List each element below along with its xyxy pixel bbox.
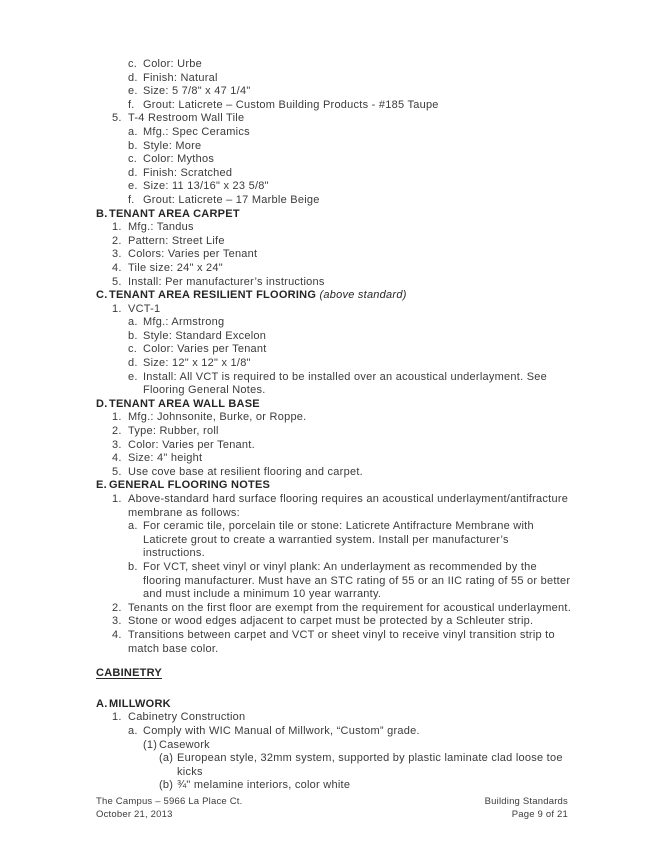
item-text: Above-standard hard surface flooring requires an acoustical underlayment/antifracture membrane as follows:: [128, 493, 569, 519]
item-text: For VCT, sheet vinyl or vinyl plank: An underlayment as recommended by the flooring manufacturer. Must have an STC rating of 55 or an IIC rating of 55 or better and must include a minimum 10 year warranty.: [143, 560, 571, 601]
list-item: [96, 303, 572, 317]
item-text: TENANT AREA CARPET: [109, 207, 240, 220]
item-label: (b): [159, 779, 174, 792]
item-label: b.: [128, 560, 138, 573]
item-text: Size: 4" height: [128, 452, 203, 465]
list-item: [96, 126, 572, 140]
section-heading: [96, 208, 572, 222]
item-text: European style, 32mm system, supported by plastic laminate clad loose toe kicks: [177, 752, 563, 778]
item-text: GENERAL FLOORING NOTES: [109, 479, 271, 492]
item-label: 2.: [112, 425, 122, 438]
item-text: T-4 Restroom Wall Tile: [128, 112, 245, 125]
section-heading: [96, 398, 572, 412]
item-text: Transitions between carpet and VCT or sheet vinyl to receive vinyl transition strip to match base color.: [128, 628, 555, 655]
item-label: 2.: [112, 234, 122, 247]
item-label: B.: [96, 207, 108, 220]
item-text: Mfg.: Armstrong: [143, 316, 225, 329]
list-item: [96, 425, 572, 439]
item-text: Install: All VCT is required to be installed over an acoustical underlayment. See Flooring General Notes.: [143, 370, 548, 397]
item-text: Style: Standard Excelon: [143, 329, 267, 342]
item-text: Size: 5 7/8" x 47 1/4": [143, 85, 251, 98]
item-text: Use cove base at resilient flooring and carpet.: [128, 465, 363, 478]
item-text: Mfg.: Johnsonite, Burke, or Roppe.: [128, 411, 307, 424]
item-label: C.: [96, 289, 108, 302]
list-item: [96, 371, 572, 398]
item-text: Tile size: 24" x 24": [128, 261, 223, 274]
list-item: [96, 167, 572, 181]
item-label: 3.: [112, 615, 122, 628]
list-item: [96, 615, 572, 629]
item-label: 1.: [112, 302, 122, 315]
footer-document-title: Building Standards: [484, 796, 568, 807]
item-text: Pattern: Street Life: [128, 234, 225, 247]
list-item: [96, 752, 572, 779]
item-label: d.: [128, 357, 138, 370]
item-text: TENANT AREA RESILIENT FLOORING: [109, 289, 317, 302]
list-item: [96, 330, 572, 344]
list-item: [96, 711, 572, 725]
item-text: Mfg.: Spec Ceramics: [143, 125, 250, 138]
item-label: 2.: [112, 601, 122, 614]
list-item: [96, 194, 572, 208]
item-text: TENANT AREA WALL BASE: [109, 397, 260, 410]
item-label: 1.: [112, 411, 122, 424]
item-label: a.: [128, 316, 138, 329]
item-text: Style: More: [143, 139, 202, 152]
item-label: d.: [128, 166, 138, 179]
list-item: [96, 235, 572, 249]
document-section-title: [96, 667, 572, 681]
item-text: Stone or wood edges adjacent to carpet must be protected by a Schleuter strip.: [128, 615, 534, 628]
list-item: [96, 316, 572, 330]
item-label: 5.: [112, 275, 122, 288]
list-item: [96, 493, 572, 520]
list-item: [96, 99, 572, 113]
list-item: [96, 248, 572, 262]
list-item: [96, 725, 572, 739]
section-heading: [96, 289, 572, 303]
list-item: [96, 411, 572, 425]
item-text: Cabinetry Construction: [128, 711, 246, 724]
list-item: [96, 85, 572, 99]
item-label: 1.: [112, 711, 122, 724]
item-text: Finish: Scratched: [143, 166, 233, 179]
list-item: [96, 520, 572, 561]
item-text: Grout: Laticrete – Custom Building Products - #185 Taupe: [143, 98, 439, 111]
item-text: Color: Varies per Tenant: [143, 343, 267, 356]
item-text: Casework: [159, 738, 210, 751]
item-label: c.: [128, 58, 138, 70]
item-label: a.: [128, 724, 138, 737]
footer-date: October 21, 2013: [96, 808, 173, 820]
item-label: 4.: [112, 628, 122, 641]
section-heading: [96, 479, 572, 493]
list-item: [96, 262, 572, 276]
item-label: e.: [128, 370, 138, 383]
list-item: [96, 58, 572, 72]
item-text: ¾" melamine interiors, color white: [177, 779, 351, 792]
footer-page-number: Page 9 of 21: [511, 808, 568, 820]
item-text: Install: Per manufacturer’s instructions: [128, 275, 325, 288]
list-item: [96, 739, 572, 753]
item-text: Colors: Varies per Tenant: [128, 248, 258, 261]
item-label: E.: [96, 479, 107, 492]
list-item: [96, 602, 572, 616]
item-text: Finish: Natural: [143, 71, 218, 84]
footer-project-name: The Campus – 5966 La Place Ct.: [96, 796, 243, 807]
list-item: [96, 276, 572, 290]
item-label: e.: [128, 85, 138, 98]
item-label: D.: [96, 397, 108, 410]
item-label: 1.: [112, 493, 122, 505]
item-label: f.: [128, 193, 135, 206]
item-label: 5.: [112, 465, 122, 478]
item-label: 1.: [112, 221, 122, 234]
list-item: [96, 140, 572, 154]
item-label: (1): [143, 738, 158, 751]
vertical-spacer: [96, 656, 572, 667]
list-item: [96, 221, 572, 235]
item-label: c.: [128, 153, 138, 166]
footer-left: [96, 796, 242, 821]
item-label: 3.: [112, 438, 122, 451]
item-text: Grout: Laticrete – 17 Marble Beige: [143, 193, 320, 206]
item-text: Color: Urbe: [143, 58, 202, 70]
item-label: (a): [159, 752, 174, 765]
list-item: [96, 779, 572, 793]
item-label: 4.: [112, 452, 122, 465]
document-body: [96, 58, 572, 793]
list-item: [96, 357, 572, 371]
list-item: [96, 629, 572, 656]
item-label: f.: [128, 98, 135, 111]
item-label: 4.: [112, 261, 122, 274]
item-text-italic-suffix: (above standard): [316, 289, 407, 302]
footer-right: [485, 796, 568, 821]
list-item: [96, 439, 572, 453]
section-heading: [96, 698, 572, 712]
item-label: a.: [128, 125, 138, 138]
item-text: Color: Varies per Tenant.: [128, 438, 255, 451]
item-label: a.: [128, 520, 138, 533]
list-item: [96, 466, 572, 480]
item-label: A.: [96, 697, 108, 710]
item-text: Tenants on the first floor are exempt from the requirement for acoustical underlayment.: [128, 601, 572, 614]
item-text: MILLWORK: [109, 697, 171, 710]
item-text: Size: 11 13/16" x 23 5/8": [143, 180, 269, 193]
item-text: Mfg.: Tandus: [128, 221, 194, 234]
list-item: [96, 561, 572, 602]
item-text: For ceramic tile, porcelain tile or stone: Laticrete Antifracture Membrane with Laticrete grout to create a warrantied system. Install per manufacturer’s instructions.: [143, 520, 534, 560]
item-label: b.: [128, 139, 138, 152]
list-item: [96, 452, 572, 466]
item-label: c.: [128, 343, 138, 356]
item-label: e.: [128, 180, 138, 193]
item-text: VCT-1: [128, 302, 161, 315]
item-text: Color: Mythos: [143, 153, 215, 166]
list-item: [96, 72, 572, 86]
item-text: CABINETRY: [96, 667, 163, 680]
vertical-spacer: [96, 681, 572, 698]
list-item: [96, 112, 572, 126]
item-label: 5.: [112, 112, 122, 125]
item-label: 3.: [112, 248, 122, 261]
item-text: Type: Rubber, roll: [128, 425, 219, 438]
item-text: Comply with WIC Manual of Millwork, “Custom” grade.: [143, 724, 420, 737]
list-item: [96, 343, 572, 357]
list-item: [96, 153, 572, 167]
item-text: Size: 12" x 12" x 1/8": [143, 357, 251, 370]
item-label: d.: [128, 71, 138, 84]
list-item: [96, 180, 572, 194]
item-label: b.: [128, 329, 138, 342]
